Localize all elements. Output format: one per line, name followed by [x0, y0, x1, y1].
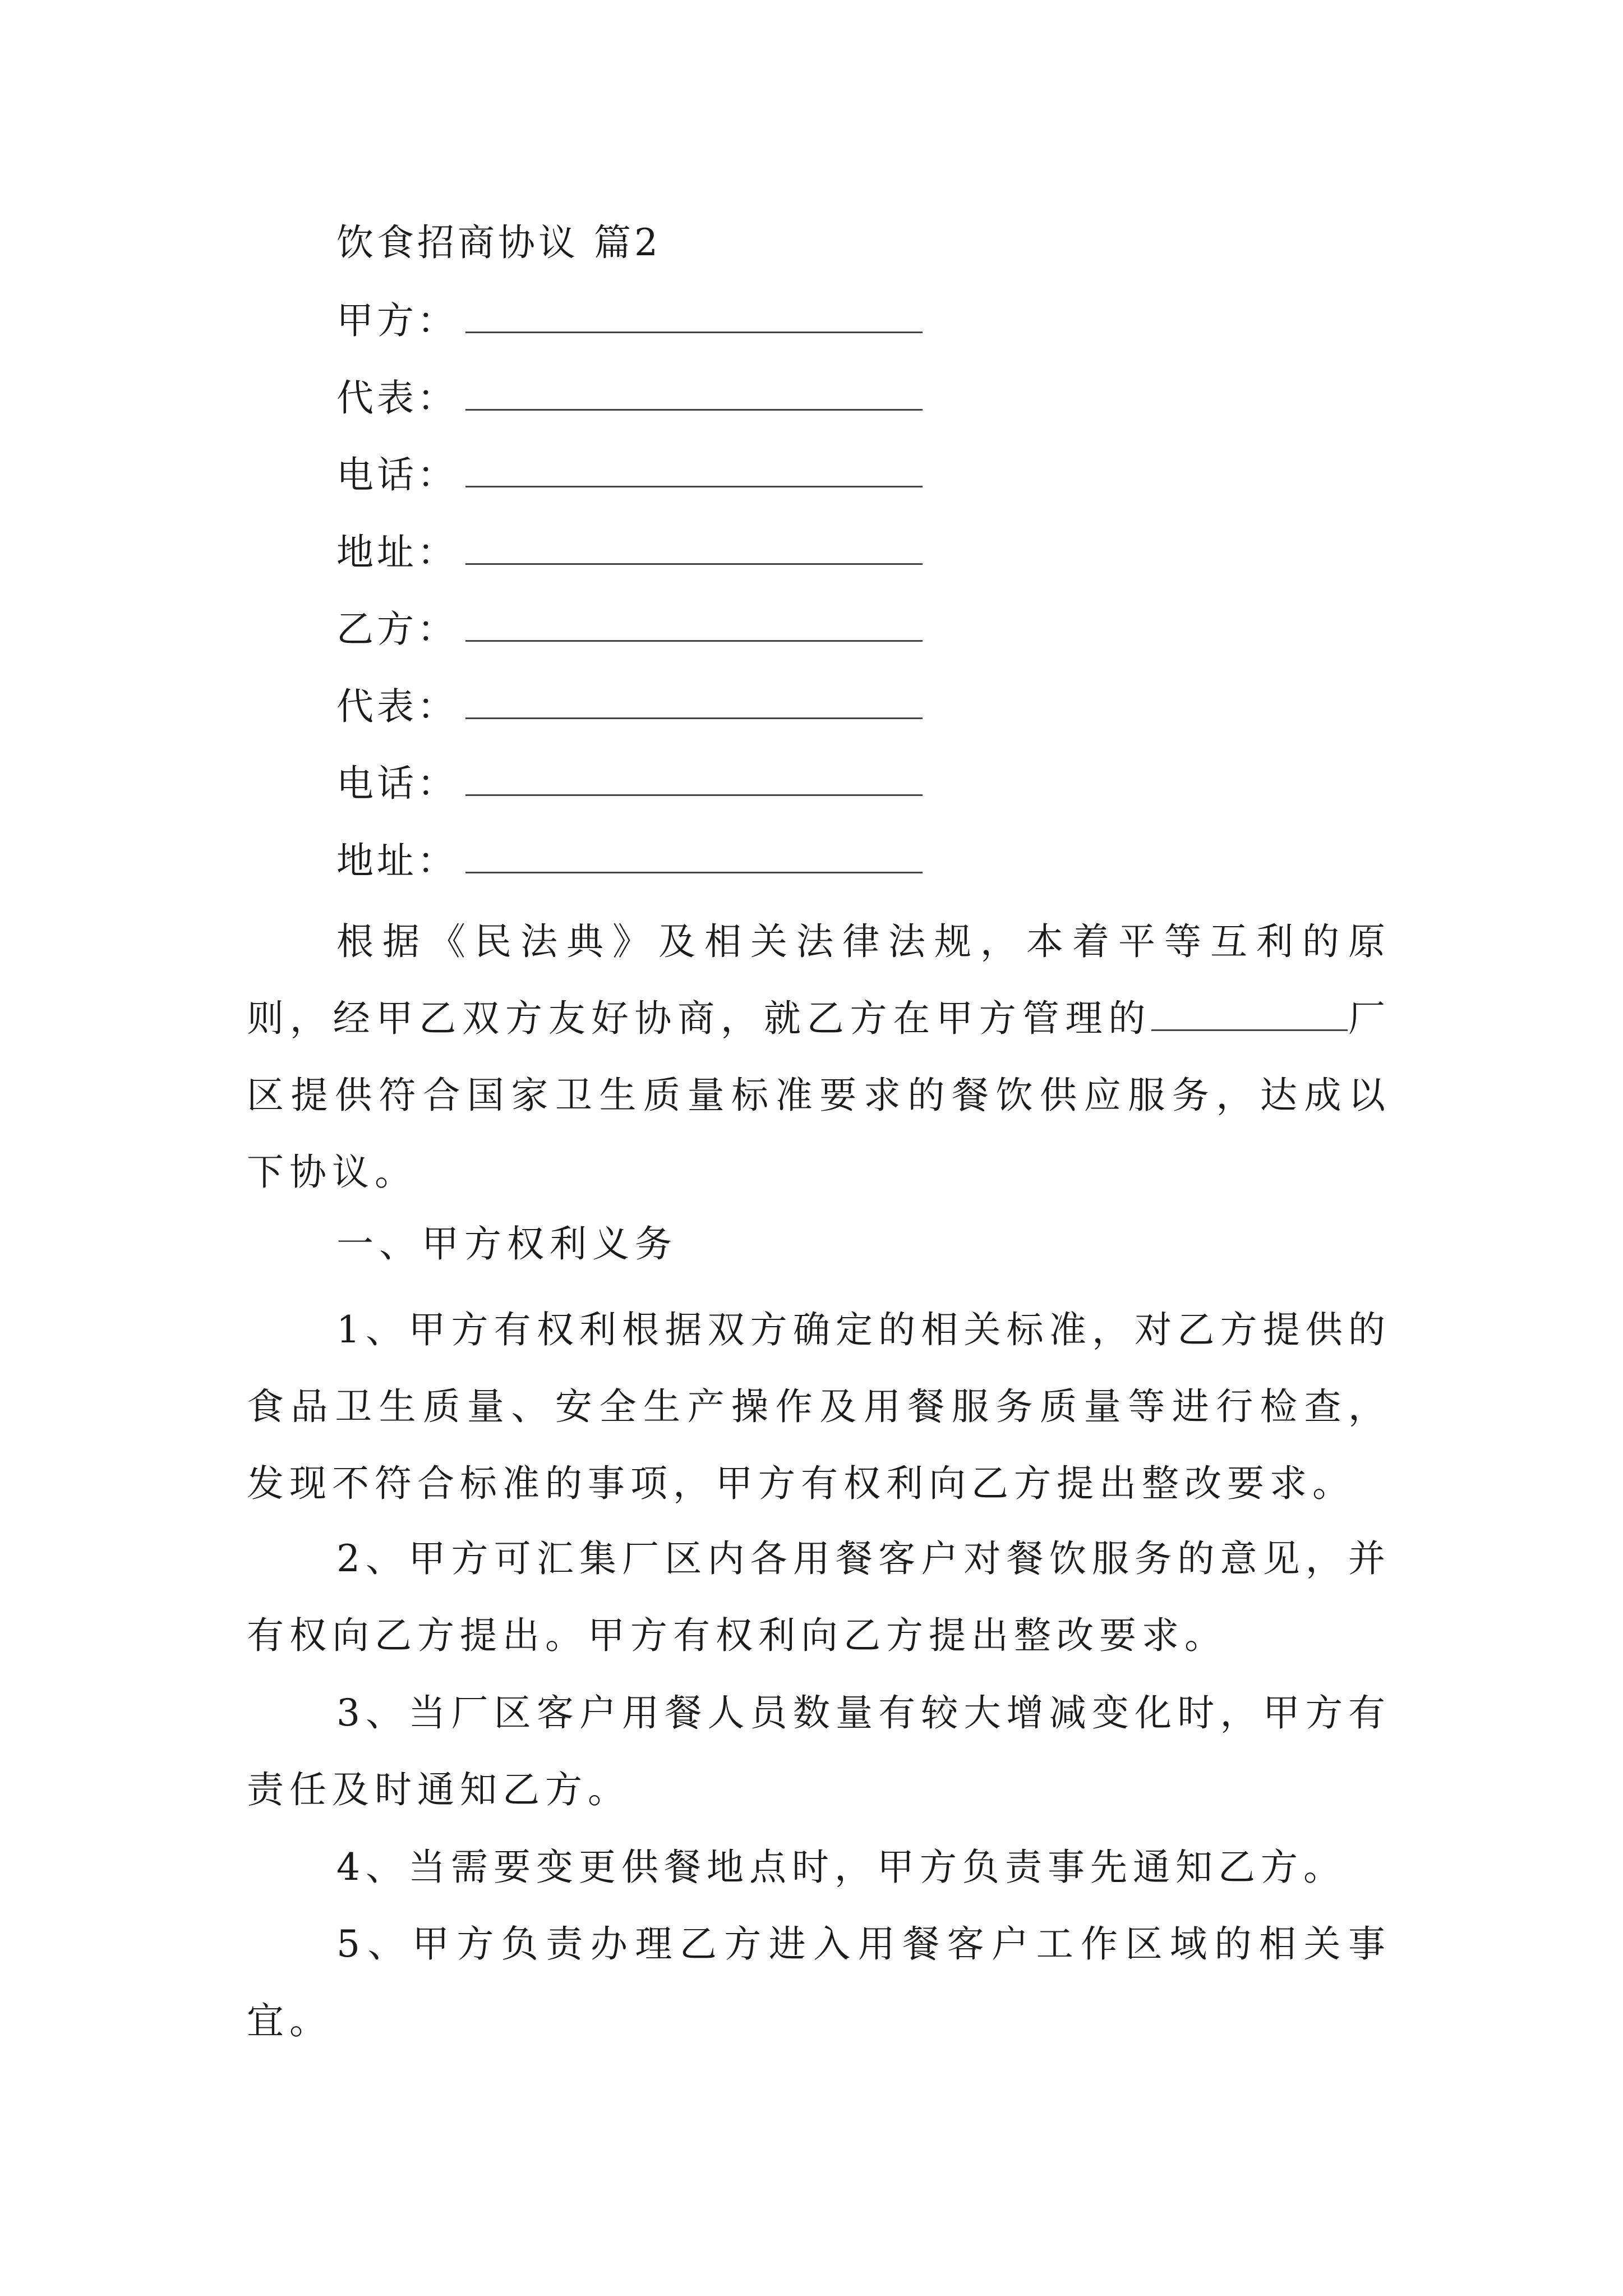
intro-text-before-blank: 根据《民法典》及相关法律法规，本着平等互利的原则，经甲乙双方友好协商，就乙方在甲方管理的	[247, 920, 1391, 1040]
document-title: 饮食招商协议 篇2	[336, 221, 661, 264]
field-label: 乙方：	[336, 608, 458, 651]
clause-5: 5、甲方负责办理乙方进入用餐客户工作区域的相关事宜。	[247, 1922, 1391, 2042]
factory-name-blank	[1151, 996, 1348, 1031]
blank-line	[465, 563, 923, 565]
party-b-name-field	[336, 601, 923, 657]
field-label: 甲方：	[336, 299, 458, 342]
blank-line	[465, 640, 923, 642]
clause-4: 4、当需要变更供餐地点时，甲方负责事先通知乙方。	[336, 1846, 1346, 1889]
party-b-address-field	[336, 833, 923, 889]
intro-paragraph	[247, 903, 1391, 1211]
intro-text-after-blank: 厂区提供符合国家卫生质量标准要求的餐饮供应服务，达成以下协议。	[247, 997, 1391, 1194]
section-heading: 一、甲方权利义务	[336, 1222, 677, 1266]
field-label: 代表：	[336, 376, 458, 420]
field-label: 地址：	[336, 839, 458, 882]
party-b-representative-field	[336, 679, 923, 735]
field-label: 电话：	[336, 762, 458, 805]
field-label: 地址：	[336, 531, 458, 574]
party-a-name-field	[336, 293, 923, 349]
field-label: 电话：	[336, 453, 458, 496]
party-a-phone-field	[336, 447, 923, 503]
clause-2: 2、甲方可汇集厂区内各用餐客户对餐饮服务的意见，并有权向乙方提出。甲方有权利向乙方提出整改要求。	[247, 1537, 1391, 1657]
blank-line	[465, 409, 923, 411]
blank-line	[465, 872, 923, 873]
clause-3: 3、当厂区客户用餐人员数量有较大增减变化时，甲方有责任及时通知乙方。	[247, 1691, 1391, 1811]
party-a-address-field	[336, 524, 923, 581]
party-a-representative-field	[336, 370, 923, 426]
field-label: 代表：	[336, 685, 458, 728]
clause-1: 1、甲方有权利根据双方确定的相关标准，对乙方提供的食品卫生质量、安全生产操作及用餐服务质量等进行检查，发现不符合标准的事项，甲方有权利向乙方提出整改要求。	[247, 1308, 1391, 1505]
blank-line	[465, 332, 923, 333]
party-b-phone-field	[336, 756, 923, 812]
blank-line	[465, 486, 923, 487]
blank-line	[465, 794, 923, 796]
blank-line	[465, 717, 923, 719]
